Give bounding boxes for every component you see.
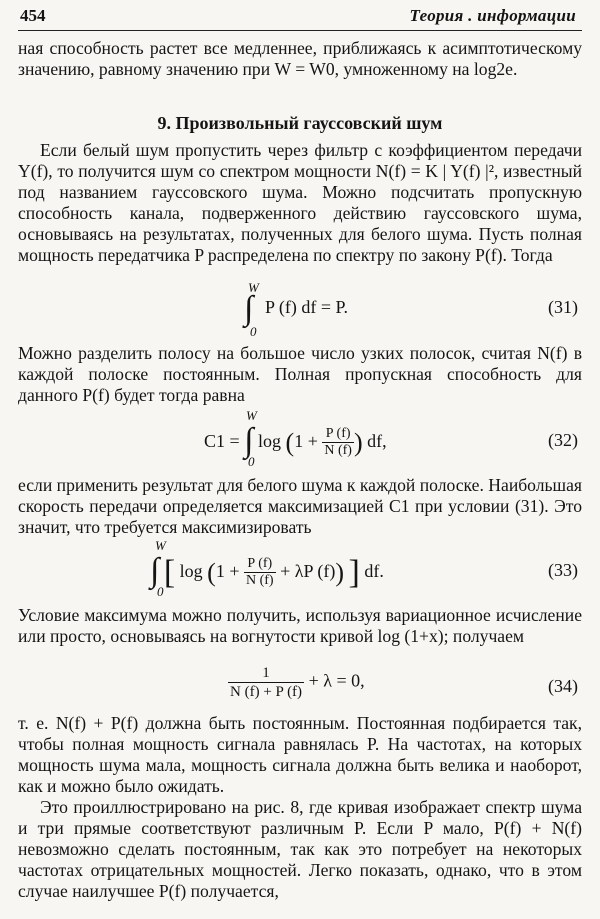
book-page (18, 0, 582, 919)
section-heading: 9. Произвольный гауссовский шум (157, 113, 443, 133)
eq32-number: (32) (548, 430, 578, 450)
integral-sign: ∫ (244, 422, 254, 459)
equation-32 (18, 408, 582, 472)
eq33-fraction (244, 556, 276, 589)
right-paren: ) (353, 427, 363, 457)
eq33-one: 1 + (215, 561, 240, 581)
eq33-log: log (179, 561, 203, 581)
eq31-lower-limit: 0 (250, 324, 257, 339)
eq34-number: (34) (548, 676, 578, 696)
eq32-lower-limit: 0 (248, 454, 255, 469)
eq33-number: (33) (548, 560, 578, 580)
eq34-expression (228, 664, 365, 701)
eq33-denominator: N (f) (246, 573, 274, 589)
equation-31 (18, 280, 582, 340)
eq33-numerator: P (f) (244, 556, 276, 573)
eq34-tail: + λ = 0, (308, 670, 365, 691)
equation-34 (18, 664, 582, 712)
page-header (18, 6, 582, 28)
eq32-denominator: N (f) (324, 443, 352, 459)
left-paren: ( (207, 557, 216, 587)
header-rule (18, 30, 582, 31)
eq31-body: P (f) df = P. (265, 297, 348, 317)
right-paren: ) (335, 557, 344, 587)
paragraph-constant: т. е. N(f) + P(f) должна быть постоянным. Постоянная подбирается так, чтобы полная мощность сигнала равнялась P. На частотах, на которых мощность шума мала, мощность сигнала должна быть велика и наоборот, как и можно было ожидать. (18, 713, 582, 796)
integral-sign: ∫ (150, 552, 160, 589)
paragraph-gaussian-noise: Если белый шум пропустить через фильтр с коэффициентом передачи Y(f), то получится шум со спектром мощности N(f) = K | Y(f) |², известный под названием гауссовского шума. Можно подсчитать пропускную способность канала, подверженного действию гауссовского шума, основываясь на результатах, полученных для белого шума. Пусть полная мощность передатчика P распределена по спектру по закону P(f). Тогда (18, 140, 582, 265)
eq33-upper-limit: W (155, 538, 166, 553)
eq32-one: 1 + (294, 431, 318, 451)
paragraph-maximize: если применить результат для белого шума к каждой полоске. Наибольшая скорость передачи определяется максимизацией C1 при условии (31). Это значит, что требуется максимизировать (18, 475, 582, 537)
eq32-upper-limit: W (246, 408, 257, 423)
eq34-fraction (228, 664, 304, 701)
right-bracket: ] (348, 553, 360, 591)
paragraph-figure-8: Это проиллюстрировано на рис. 8, где кривая изображает спектр шума и три прямые соответствуют различным P. Если P мало, P(f) + N(f) невозможно сделать постоянным, так как это потребует на некоторых частотах отрицательных мощностей. Легко показать, однако, что в этом случае наилучшее P(f) получается, (18, 797, 582, 901)
integral-sign: ∫ (244, 290, 254, 327)
eq31-number: (31) (548, 297, 578, 317)
eq32-log: log (258, 431, 282, 451)
eq33-expression (150, 550, 384, 592)
eq32-tail: df, (367, 431, 387, 451)
intro-paragraph: ная способность растет все медленнее, приближаясь к асимптотическому значению, равному значению при W = W0, умноженному на log2e. (18, 38, 582, 79)
eq33-tail: df. (364, 561, 384, 581)
running-title: Теория . информации (409, 6, 576, 25)
eq32-expression (204, 420, 387, 459)
eq34-numerator: 1 (228, 664, 304, 683)
left-bracket: [ (163, 553, 176, 591)
equation-33 (18, 538, 582, 602)
page-number: 454 (20, 6, 46, 25)
eq31-upper-limit: W (248, 280, 259, 295)
left-paren: ( (285, 427, 295, 457)
eq34-denominator: N (f) + P (f) (230, 684, 303, 700)
eq32-lhs: C1 = (204, 431, 240, 451)
eq33-lower-limit: 0 (157, 584, 164, 599)
paragraph-narrow-bands: Можно разделить полосу на большое число узких полосок, считая N(f) в каждой полоске постоянным. Полная пропускная способность для данного P(f) будет тогда равна (18, 343, 582, 405)
paragraph-condition: Условие максимума можно получить, используя вариационное исчисление или просто, основываясь на вогнутости кривой log (1+x); получаем (18, 605, 582, 646)
eq32-fraction (322, 426, 354, 459)
eq32-numerator: P (f) (322, 426, 354, 443)
eq33-lambda-term: + λP (f) (280, 561, 336, 581)
